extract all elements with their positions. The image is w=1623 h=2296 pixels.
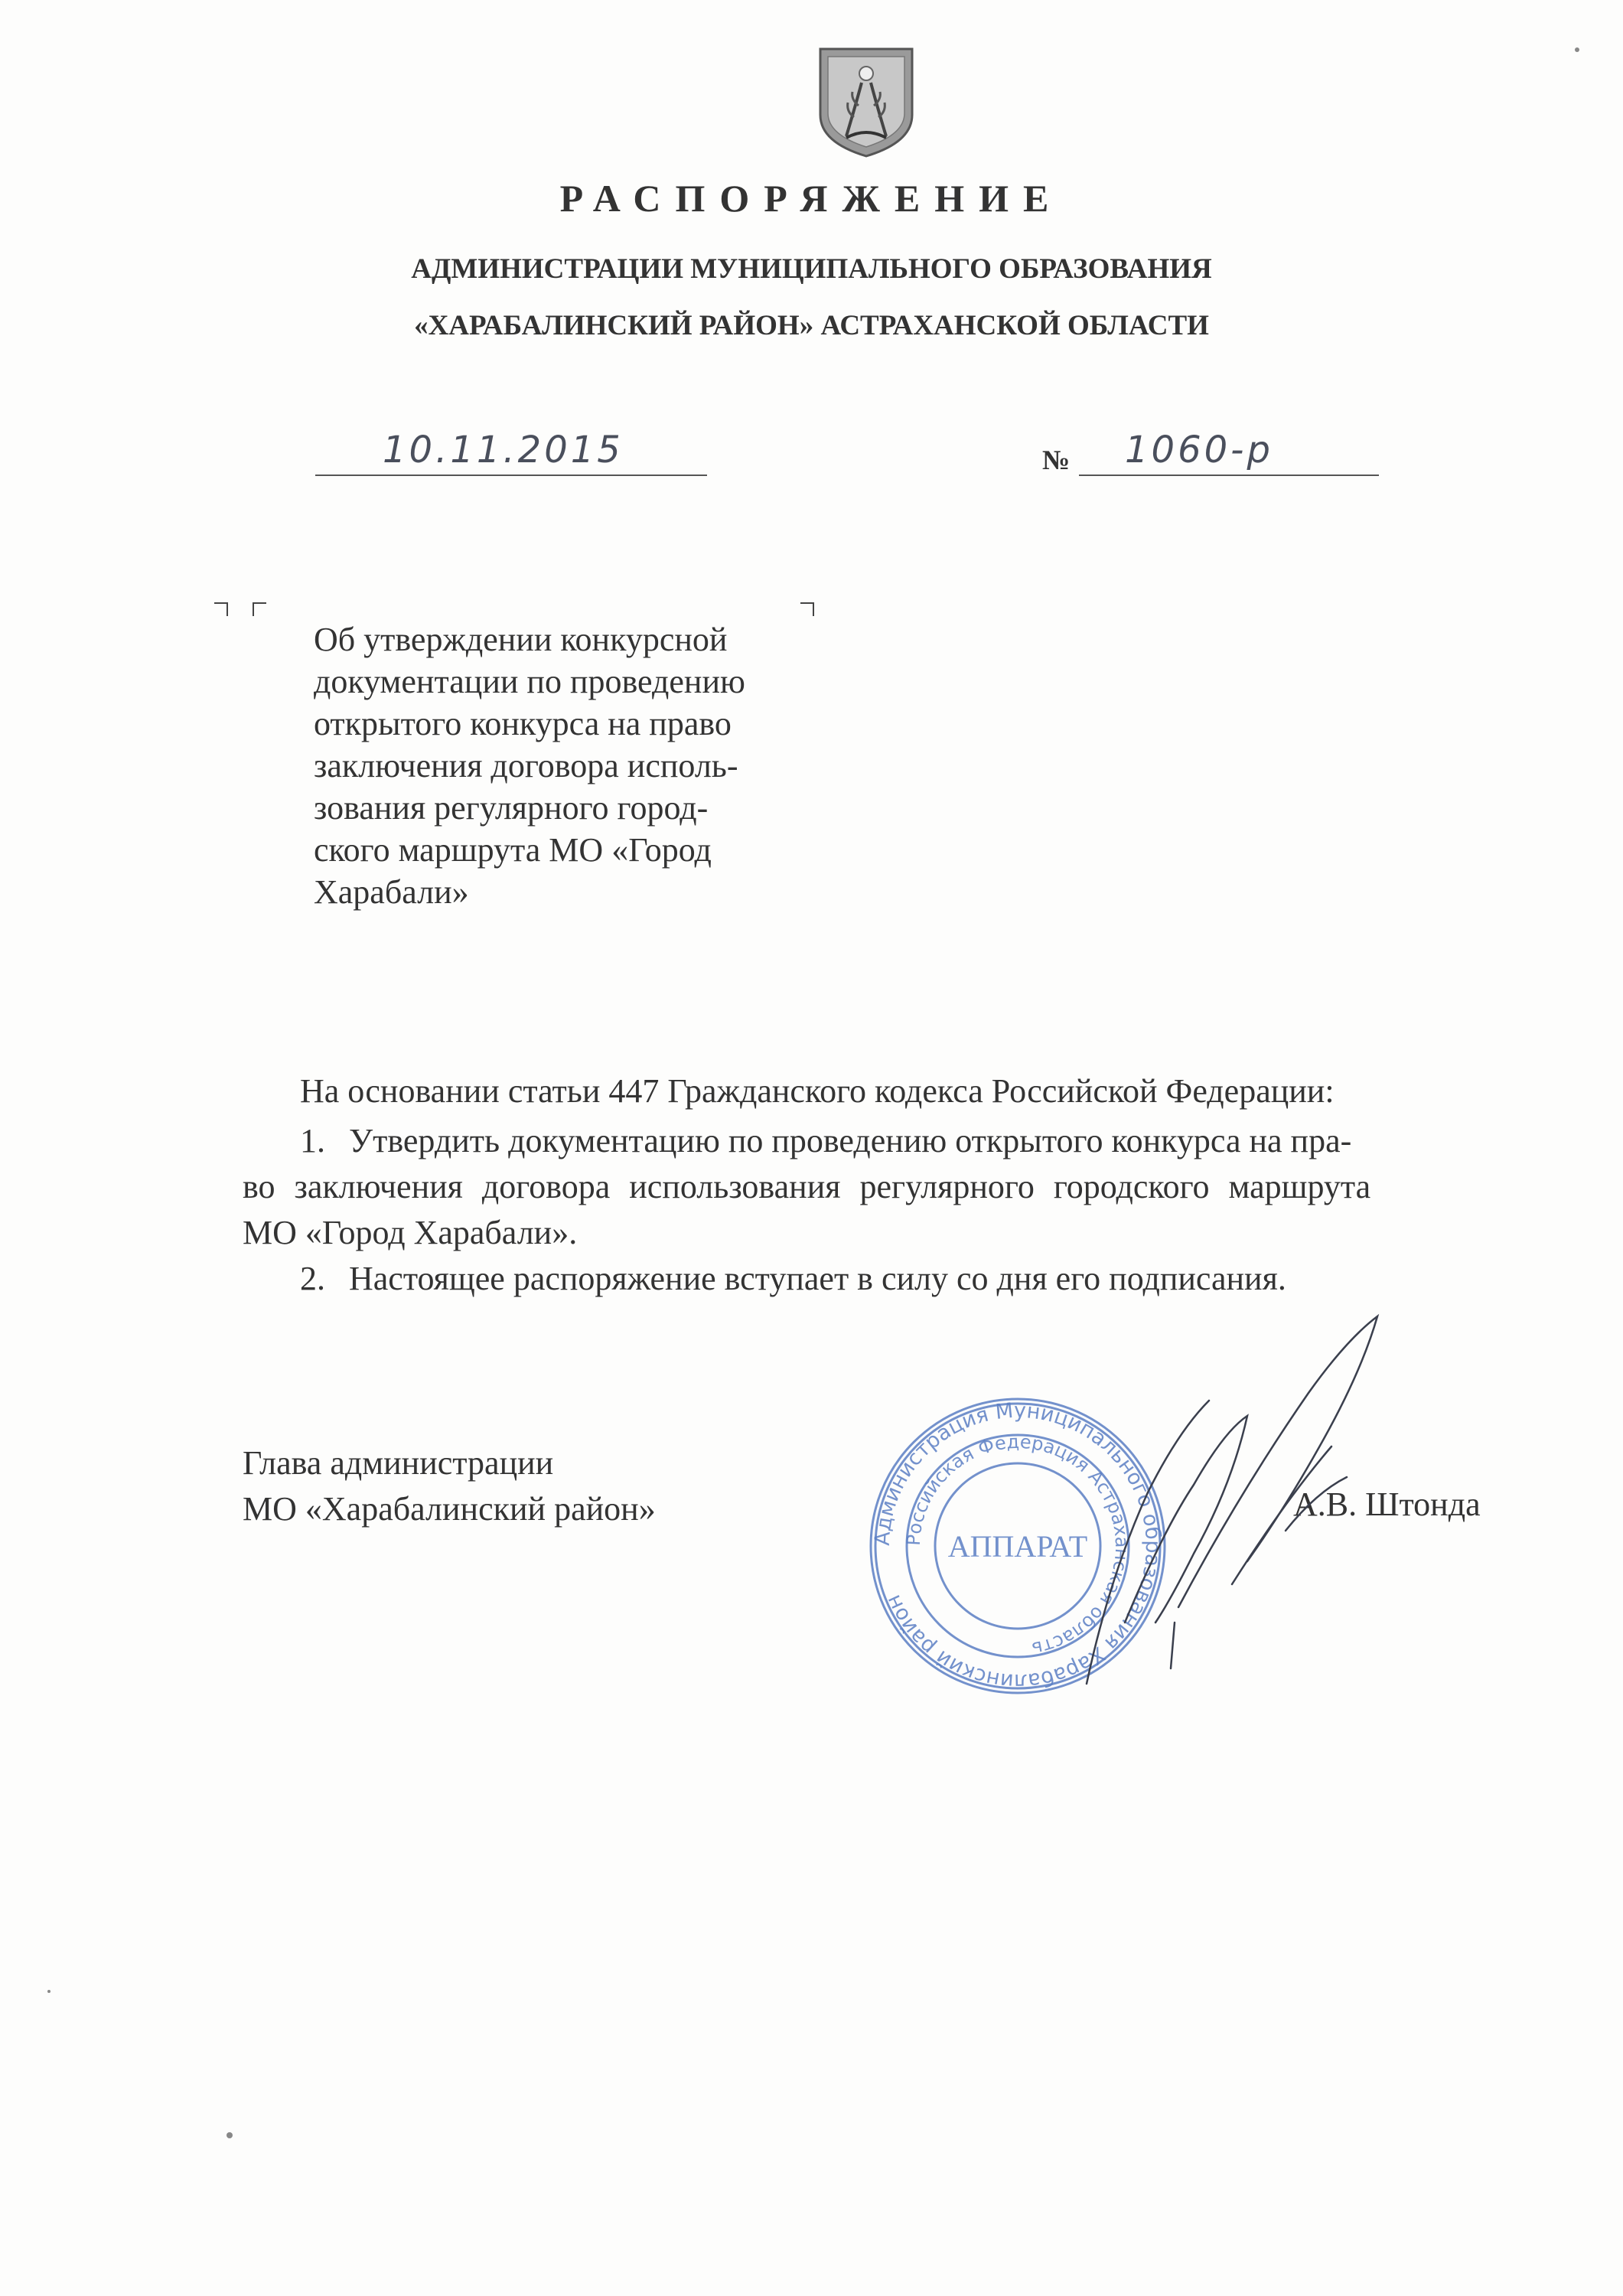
item-1-number: 1. xyxy=(300,1122,325,1159)
number-label: № xyxy=(1042,445,1071,475)
item-1-line-2: во заключения договора использования регулярного городского маршрута xyxy=(243,1168,1371,1205)
position-line-1: Глава администрации xyxy=(243,1444,554,1482)
coat-of-arms-icon xyxy=(816,44,917,159)
item-1-line-3: МО «Город Харабали». xyxy=(243,1214,578,1251)
scan-artifact xyxy=(227,2132,233,2138)
subject-line: документации по проведению xyxy=(314,663,745,700)
signatory-name: А.В. Штонда xyxy=(1293,1486,1481,1523)
organization-line-2: «ХАРАБАЛИНСКИЙ РАЙОН» АСТРАХАНСКОЙ ОБЛАСТИ xyxy=(414,310,1209,341)
date-underline xyxy=(315,475,707,476)
subject-block xyxy=(314,618,745,913)
document-title: РАСПОРЯЖЕНИЕ xyxy=(559,177,1064,220)
position-line-2: МО «Харабалинский район» xyxy=(243,1490,656,1528)
item-1-text: Утвердить документацию по проведению открытого конкурса на пра- xyxy=(349,1122,1352,1159)
corner-mark xyxy=(800,602,814,616)
item-2-number: 2. xyxy=(300,1260,325,1297)
number-underline xyxy=(1079,475,1379,476)
item-2-text: Настоящее распоряжение вступает в силу со дня его подписания. xyxy=(349,1260,1286,1297)
document-number: 1060-р xyxy=(1125,429,1273,471)
basis-paragraph: На основании статьи 447 Гражданского кодекса Российской Федерации: xyxy=(300,1072,1335,1110)
item-2 xyxy=(300,1259,1286,1298)
organization-line-1: АДМИНИСТРАЦИИ МУНИЦИПАЛЬНОГО ОБРАЗОВАНИЯ xyxy=(411,253,1212,285)
subject-line: зования регулярного город- xyxy=(314,789,709,827)
item-1-line-1 xyxy=(300,1121,1351,1160)
stamp-outer-text: Администрация Муниципального образования Харабалинский район xyxy=(870,1398,1165,1694)
corner-mark xyxy=(214,602,228,616)
stamp-inner-text: Российская Федерация Астраханская область xyxy=(902,1430,1133,1660)
signatory-position xyxy=(243,1440,656,1532)
scan-artifact xyxy=(47,1990,51,1993)
corner-mark xyxy=(253,602,266,616)
subject-line: ского маршрута МО «Город xyxy=(314,831,712,869)
subject-line: заключения договора исполь- xyxy=(314,747,738,784)
document-date: 10.11.2015 xyxy=(383,429,624,471)
subject-line: Об утверждении конкурсной xyxy=(314,621,728,658)
subject-line: Харабали» xyxy=(314,873,469,911)
handwritten-signature-icon xyxy=(1056,1301,1408,1699)
scan-artifact xyxy=(1575,47,1579,52)
stamp-center-text: АППАРАТ xyxy=(947,1529,1088,1564)
subject-line: открытого конкурса на право xyxy=(314,705,732,742)
